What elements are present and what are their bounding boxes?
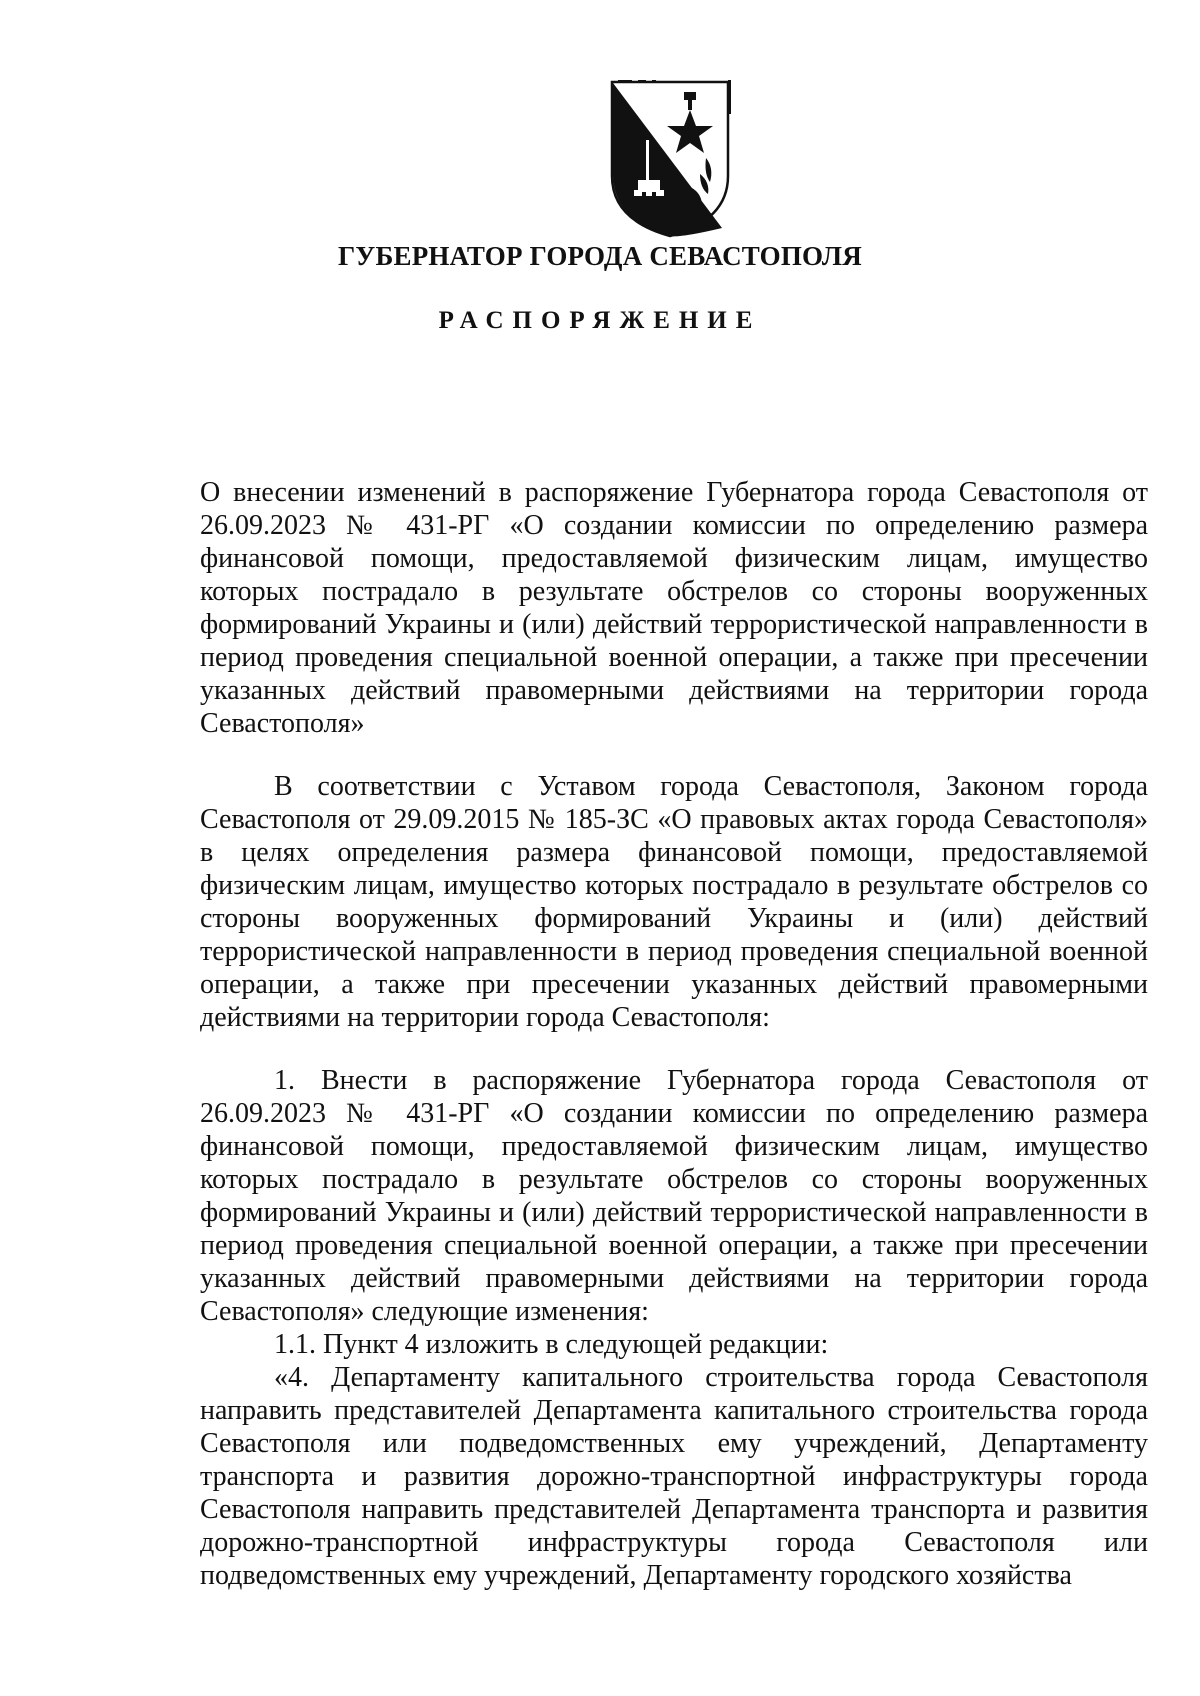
item-4-new-wording: «4. Департаменту капитального строительства города Севастополя направить представителей Департамента капитального строительства города Севастополя или подведомственных ему учреждений, Департаменту транспорта и развития дорожно-транспортной инфраструктуры города Севастополя направить представителей Департамента транспорта и развития дорожно-транспортной инфраструктуры города Севастополя или подведомственных ему учреждений, Департаменту городского хозяйства xyxy=(200,1362,1148,1591)
item-1-paragraph: 1. Внести в распоряжение Губернатора города Севастополя от 26.09.2023 № 431-РГ «О создании комиссии по определению размера финансовой помощи, предоставляемой физическим лицам, имущество которых пострадало в результате обстрелов со стороны вооруженных формирований Украины и (или) действий террористической направленности в период проведения специальной военной операции, а также при пресечении указанных действий правомерными действиями на территории города Севастополя» следующие изменения: xyxy=(200,1065,1148,1327)
item-1-1-paragraph: 1.1. Пункт 4 изложить в следующей редакции: xyxy=(274,1329,829,1360)
document-subject: О внесении изменений в распоряжение Губернатора города Севастополя от 26.09.2023 № 431-РГ «О создании комиссии по определению размера финансовой помощи, предоставляемой физическим лицам, имущество которых пострадало в результате обстрелов со стороны вооруженных формирований Украины и (или) действий террористической направленности в период проведения специальной военной операции, а также при пресечении указанных действий правомерными действиями на территории города Севастополя» xyxy=(200,477,1148,739)
preamble-paragraph: В соответствии с Уставом города Севастополя, Законом города Севастополя от 29.09.2015 № 185-ЗС «О правовых актах города Севастополя» в целях определения размера финансовой помощи, предоставляемой физическим лицам, имущество которых пострадало в результате обстрелов со стороны вооруженных формирований Украины и (или) действий террористической направленности в период проведения специальной военной операции, а также при пресечении указанных действий правомерными действиями на территории города Севастополя: xyxy=(200,771,1148,1033)
issuing-authority: ГУБЕРНАТОР ГОРОДА СЕВАСТОПОЛЯ xyxy=(338,241,862,271)
sevastopol-coat-of-arms-icon xyxy=(610,80,740,240)
document-type-title: РАСПОРЯЖЕНИЕ xyxy=(438,307,762,334)
